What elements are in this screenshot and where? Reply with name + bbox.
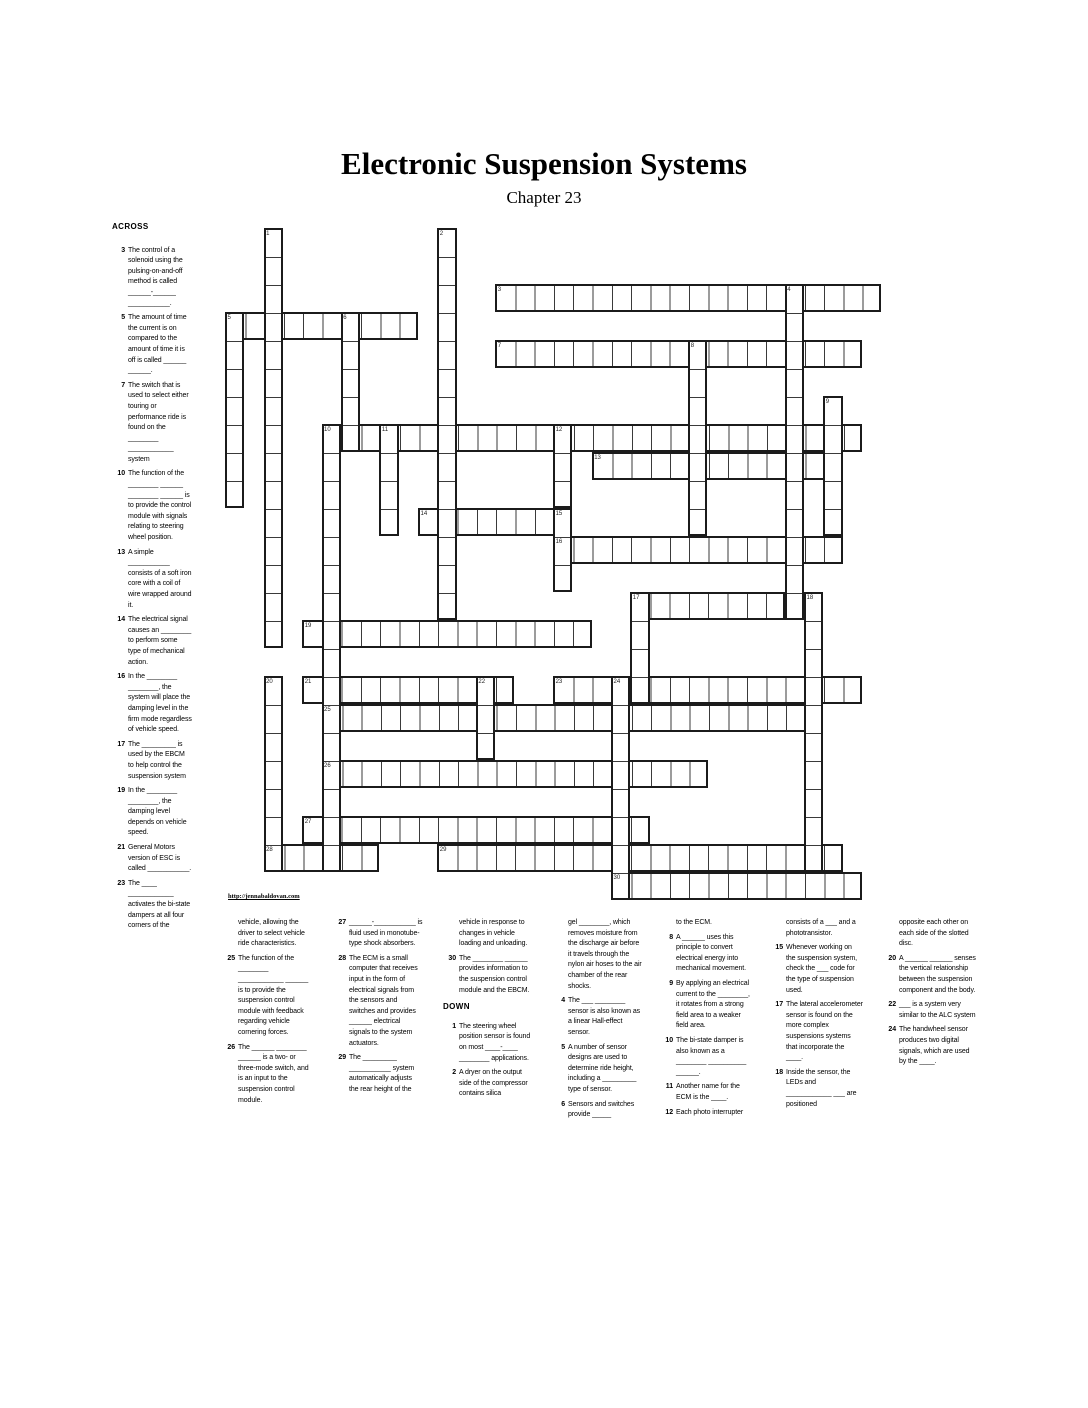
clue-5 [552, 1043, 642, 1096]
clue-continuation [443, 918, 533, 950]
cell-number-21: 21 [304, 679, 312, 685]
clue-text: Inside the sensor, the LEDs and ____________ ___ are positioned [786, 1068, 857, 1108]
clue-number: 3 [121, 246, 125, 254]
clue-text: Sensors and switches provide _____ [568, 1100, 635, 1119]
clue-30 [443, 954, 533, 996]
clue-across-14 [112, 615, 192, 668]
clue-text: The function of the ________ ______ ________ ______ is to provide the control module with signals relating to steering wheel position. [128, 470, 192, 542]
cell-number-5: 5 [227, 315, 231, 321]
clue-text: The steering wheel position sensor is found on most ____-____ ________ applications. [459, 1022, 531, 1062]
clue-text: A number of sensor designs are used to determine ride height, including a _________ type of sensor. [568, 1043, 637, 1093]
clue-across-3 [112, 246, 192, 310]
clue-text: Another name for the ECM is the ____. [676, 1083, 740, 1101]
cell-number-19: 19 [304, 623, 312, 629]
clue-number: 25 [227, 954, 235, 962]
clue-text: The amount of time the current is on compared to the amount of time it is off is called ______ ______. [128, 314, 187, 375]
clue-across-19 [112, 786, 192, 839]
clue-22 [883, 1000, 976, 1021]
clue-number: 10 [665, 1036, 673, 1044]
down-run-11 [379, 424, 398, 536]
clue-number: 2 [452, 1069, 456, 1077]
cell-number-28: 28 [266, 847, 273, 853]
clue-number: 5 [121, 314, 125, 322]
down-run-10 [322, 424, 341, 872]
clue-27 [333, 918, 423, 950]
clue-1 [443, 1022, 533, 1064]
down-run-20 [264, 676, 283, 872]
cell-number-16: 16 [555, 539, 563, 545]
clue-text: The ____ ____________ activates the bi-state dampers at all four corners of the [128, 879, 190, 930]
down-header: DOWN [443, 1002, 470, 1012]
clues-column-2 [222, 918, 312, 1110]
clue-number [660, 918, 676, 929]
clue-number: 24 [888, 1026, 896, 1034]
clue-24 [883, 1025, 976, 1067]
clue-text: The control of a solenoid using the pulsing-on-and-off method is called ______-______ ___________. [128, 246, 183, 307]
cell-number-11: 11 [381, 427, 389, 433]
clue-12 [660, 1108, 753, 1119]
cell-number-26: 26 [324, 763, 331, 769]
clue-text: The electrical signal causes an ________ to perform some type of mechanical action. [128, 616, 192, 666]
clue-text: Whenever working on the suspension system, check the ___ code for the type of suspension used. [786, 944, 857, 994]
down-run-5 [225, 312, 244, 508]
clue-text: opposite each other on each side of the slotted disc. [899, 919, 969, 948]
across-run-27 [302, 816, 649, 844]
clue-text: A ______ ______ senses the vertical relationship between the suspension component and the body. [899, 954, 976, 994]
clue-text: vehicle, allowing the driver to select vehicle ride characteristics. [238, 919, 305, 948]
clue-number: 10 [117, 470, 125, 478]
across-run-17 [630, 592, 784, 620]
cell-number-25: 25 [324, 707, 331, 713]
cell-number-3: 3 [497, 287, 502, 293]
across-run-3 [495, 284, 881, 312]
clue-number: 27 [338, 919, 346, 926]
clue-number [883, 918, 899, 950]
clue-number: 6 [561, 1100, 565, 1108]
across-run-13 [592, 452, 843, 480]
clue-number [770, 918, 786, 939]
clue-text: Each photo interrupter [676, 1108, 744, 1116]
down-run-17 [630, 592, 649, 704]
down-run-2 [437, 228, 456, 620]
across-run-26 [322, 760, 708, 788]
clue-across-16 [112, 672, 192, 736]
clue-10 [660, 1036, 753, 1078]
clue-text: In the ________ ________, the system will place the damping level in the firm mode regardless of vehicle speed. [128, 673, 192, 734]
clue-number: 12 [665, 1108, 673, 1116]
clue-number: 14 [117, 616, 125, 624]
down-run-4 [785, 284, 804, 620]
clue-text: The ECM is a small computer that receives input in the form of electrical signals from the sensors and switches and provides ______ electrical signals to the system actuators. [349, 954, 418, 1047]
clue-number: 19 [117, 787, 125, 795]
clue-text: The handwheel sensor produces two digital signals, which are used by the ____. [899, 1026, 970, 1066]
cell-number-30: 30 [613, 875, 621, 881]
clue-number: 7 [121, 381, 125, 389]
cell-number-22: 22 [478, 679, 486, 685]
cell-number-9: 9 [825, 399, 830, 405]
clues-column-7 [770, 918, 863, 1114]
clue-text: The _________ is used by the EBCM to help control the suspension system [128, 740, 186, 780]
cell-number-20: 20 [266, 679, 273, 685]
clue-text: The bi-state damper is also known as a ________ __________ ______. [676, 1036, 747, 1076]
clue-number: 8 [669, 933, 673, 941]
clue-across-10 [112, 469, 192, 543]
cell-number-18: 18 [806, 595, 814, 601]
cell-number-17: 17 [632, 595, 640, 601]
clue-8 [660, 933, 753, 975]
across-run-10 [322, 424, 862, 452]
clue-text: gel ________, which removes moisture from the discharge air before it travels through the nylon air hoses to the air chamber of the rear shocks. [568, 919, 642, 990]
down-run-1 [264, 228, 283, 648]
cell-number-7: 7 [497, 343, 502, 349]
down-run-15 [553, 508, 572, 592]
down-run-12 [553, 424, 572, 508]
cell-number-10: 10 [324, 427, 331, 433]
clue-number: 16 [117, 673, 125, 681]
clue-number: 13 [117, 548, 125, 556]
down-run-18 [804, 592, 823, 872]
down-run-22 [476, 676, 495, 760]
clue-text: A dryer on the output side of the compressor contains silica [459, 1069, 528, 1098]
across-run-19 [302, 620, 592, 648]
clues-column-8 [883, 918, 976, 1072]
clue-number: 18 [775, 1068, 783, 1076]
clue-text: The switch that is used to select either touring or performance ride is found on the ________ ____________ system [128, 381, 189, 463]
page-title: Electronic Suspension Systems [341, 146, 747, 181]
clue-number: 5 [561, 1043, 565, 1051]
clue-text: ___ is a system very similar to the ALC system [899, 1001, 976, 1019]
clue-number: 1 [452, 1022, 456, 1030]
down-run-24 [611, 676, 630, 900]
clue-number: 30 [448, 954, 456, 962]
cell-number-8: 8 [690, 343, 695, 349]
across-run-7 [495, 340, 862, 368]
clue-continuation [770, 918, 863, 939]
down-run-8 [688, 340, 707, 536]
clue-continuation [660, 918, 753, 929]
clue-18 [770, 1068, 863, 1110]
clue-across-21 [112, 843, 192, 875]
clue-across-23 [112, 879, 192, 932]
clue-9 [660, 979, 753, 1032]
clue-text: The _________ ___________ system automatically adjusts the rear height of the [349, 1054, 415, 1093]
clue-text: The function of the ________ ____________ ______ is to provide the suspension control module with feedback regarding vehicle cornering forces. [238, 954, 309, 1036]
cell-number-13: 13 [594, 455, 601, 461]
across-run-5 [225, 312, 418, 340]
clue-number: 21 [117, 844, 125, 852]
clues-column-5 [552, 918, 642, 1125]
across-run-30 [611, 872, 862, 900]
across-clues-column [112, 222, 192, 936]
cell-number-15: 15 [555, 511, 563, 517]
clue-number: 15 [775, 944, 783, 952]
cell-number-6: 6 [343, 315, 347, 321]
clue-26 [222, 1043, 312, 1107]
clue-25 [222, 954, 312, 1039]
clue-4 [552, 996, 642, 1038]
clue-29 [333, 1053, 423, 1095]
clue-text: A simple ___________ consists of a soft iron core with a coil of wire wrapped around it. [128, 548, 192, 609]
clue-number: 23 [117, 879, 125, 887]
clue-number: 22 [888, 1001, 896, 1009]
clue-number: 4 [561, 997, 565, 1005]
clue-text: The lateral accelerometer sensor is found on the more complex suspensions systems that incorporate the ____. [786, 1001, 863, 1062]
clue-continuation [552, 918, 642, 992]
clue-number: 17 [117, 740, 125, 748]
cell-number-4: 4 [787, 287, 791, 293]
clue-text: General Motors version of ESC is called ___________. [128, 844, 192, 873]
clue-number [443, 918, 459, 950]
clue-11 [660, 1082, 753, 1103]
clue-number: 28 [338, 954, 346, 962]
clue-17 [770, 1000, 863, 1064]
clue-number: 26 [227, 1043, 235, 1051]
across-run-25 [322, 704, 824, 732]
clue-number [222, 918, 238, 950]
clue-text: A ______ uses this principle to convert electrical energy into mechanical movement. [676, 933, 746, 973]
cell-number-14: 14 [420, 511, 428, 517]
clues-column-6 [660, 918, 753, 1122]
clue-continuation [222, 918, 312, 950]
clue-text: The ______ ________ ______ is a two- or three-mode switch, and is an input to the suspension control module. [238, 1043, 309, 1104]
cell-number-29: 29 [439, 847, 447, 853]
clue-text: The ________ ______ provides information to the suspension control module and the EBCM. [459, 954, 530, 994]
clue-2 [443, 1068, 533, 1100]
across-header: ACROSS [112, 222, 149, 231]
clue-across-13 [112, 548, 192, 612]
clue-number: 20 [888, 954, 896, 962]
clue-text: By applying an electrical current to the ________, it rotates from a strong field area to a weaker field area. [676, 979, 750, 1030]
clue-text: consists of a ___ and a phototransistor. [786, 919, 856, 937]
cell-number-2: 2 [439, 231, 444, 237]
clue-text: In the ________ ________, the damping level depends on vehicle speed. [128, 787, 187, 837]
clue-across-7 [112, 381, 192, 466]
clue-15 [770, 943, 863, 996]
down-run-6 [341, 312, 360, 452]
clue-text: vehicle in response to changes in vehicle loading and unloading. [459, 919, 528, 948]
clue-number: 29 [338, 1054, 346, 1062]
across-run-29 [437, 844, 842, 872]
source-url[interactable]: http://jennabaldovan.com [228, 893, 300, 900]
clue-continuation [883, 918, 976, 950]
clue-number: 11 [665, 1083, 673, 1091]
cell-number-23: 23 [555, 679, 563, 685]
across-clues-list [112, 246, 192, 932]
clue-across-17 [112, 740, 192, 782]
cell-number-24: 24 [613, 679, 621, 685]
clue-number: 17 [775, 1001, 783, 1009]
clue-text: to the ECM. [676, 919, 712, 926]
clue-across-5 [112, 313, 192, 377]
clues-column-4 [443, 918, 533, 1104]
clue-number: 9 [669, 979, 673, 987]
clues-column-3 [333, 918, 423, 1100]
page-subtitle: Chapter 23 [506, 188, 582, 207]
cell-number-12: 12 [555, 427, 563, 433]
cell-number-1: 1 [266, 231, 270, 237]
clue-text: The ___ ________ sensor is also known as a linear Hall-effect sensor. [568, 997, 641, 1036]
cell-number-27: 27 [304, 819, 312, 825]
clue-number [552, 918, 568, 992]
down-run-9 [823, 396, 842, 536]
clue-28 [333, 954, 423, 1049]
clue-text: ______-___________ is fluid used in monotube-type shock absorbers. [349, 919, 423, 948]
clue-6 [552, 1100, 642, 1121]
clue-20 [883, 954, 976, 996]
